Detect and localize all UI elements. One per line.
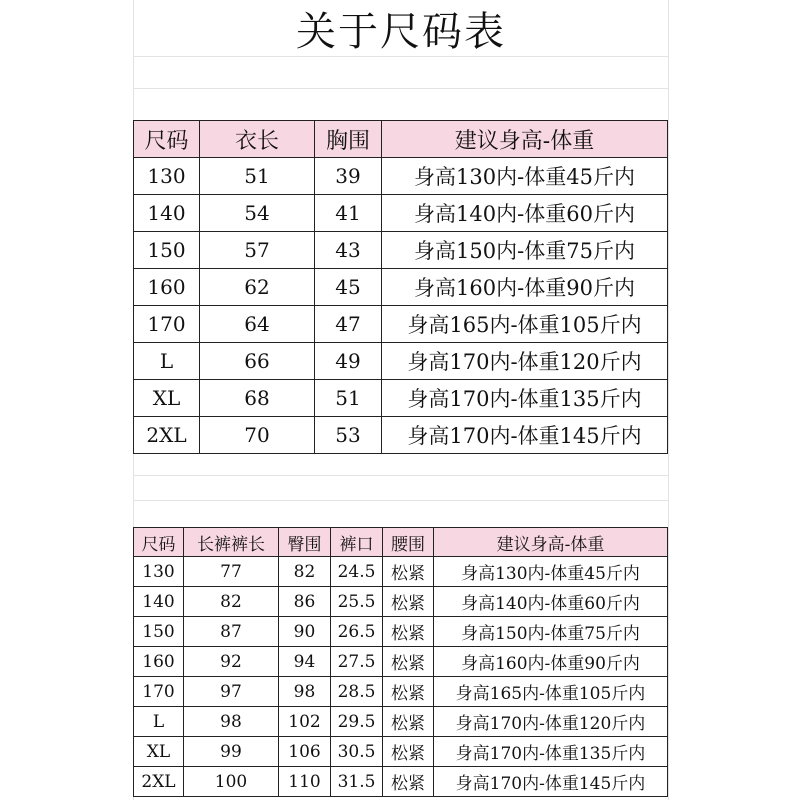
cell-pants-length: 99 <box>184 737 279 767</box>
cell-advice: 身高150内-体重75斤内 <box>382 232 668 269</box>
cell-pants-length: 82 <box>184 587 279 617</box>
cell-size: XL <box>134 737 184 767</box>
cell-waist: 松紧 <box>383 737 434 767</box>
cell-advice: 身高130内-体重45斤内 <box>382 158 668 195</box>
cell-waist: 松紧 <box>383 587 434 617</box>
cell-leg-opening: 27.5 <box>331 647 383 677</box>
table-row <box>134 587 668 617</box>
cell-length: 68 <box>200 380 315 417</box>
cell-size: 150 <box>134 617 184 647</box>
header-size: 尺码 <box>134 528 184 557</box>
cell-chest: 45 <box>315 269 382 306</box>
table-row <box>134 343 668 380</box>
cell-advice: 身高165内-体重105斤内 <box>434 677 668 707</box>
cell-chest: 53 <box>315 417 382 454</box>
cell-chest: 39 <box>315 158 382 195</box>
cell-hip: 82 <box>279 557 331 587</box>
cell-chest: 47 <box>315 306 382 343</box>
cell-size: 2XL <box>134 417 200 454</box>
cell-advice: 身高170内-体重120斤内 <box>382 343 668 380</box>
cell-chest: 41 <box>315 195 382 232</box>
cell-size: 150 <box>134 232 200 269</box>
cell-length: 70 <box>200 417 315 454</box>
gridline <box>133 88 669 89</box>
cell-length: 62 <box>200 269 315 306</box>
cell-hip: 90 <box>279 617 331 647</box>
table-header-row <box>134 528 668 557</box>
cell-waist: 松紧 <box>383 767 434 797</box>
table-row <box>134 380 668 417</box>
cell-size: 170 <box>134 677 184 707</box>
table-row <box>134 767 668 797</box>
cell-advice: 身高150内-体重75斤内 <box>434 617 668 647</box>
header-hip: 臀围 <box>279 528 331 557</box>
cell-size: 170 <box>134 306 200 343</box>
table-row <box>134 617 668 647</box>
table-header-row <box>134 121 668 158</box>
cell-length: 54 <box>200 195 315 232</box>
header-advice: 建议身高-体重 <box>434 528 668 557</box>
cell-advice: 身高170内-体重120斤内 <box>434 707 668 737</box>
bottom-size-table <box>133 527 668 797</box>
cell-pants-length: 92 <box>184 647 279 677</box>
cell-hip: 110 <box>279 767 331 797</box>
cell-length: 57 <box>200 232 315 269</box>
cell-waist: 松紧 <box>383 647 434 677</box>
page-title: 关于尺码表 <box>296 8 506 55</box>
cell-size: 130 <box>134 557 184 587</box>
cell-advice: 身高170内-体重145斤内 <box>434 767 668 797</box>
header-length: 衣长 <box>200 121 315 158</box>
header-size: 尺码 <box>134 121 200 158</box>
cell-advice: 身高130内-体重45斤内 <box>434 557 668 587</box>
cell-leg-opening: 24.5 <box>331 557 383 587</box>
cell-size: 160 <box>134 269 200 306</box>
cell-pants-length: 87 <box>184 617 279 647</box>
cell-size: L <box>134 707 184 737</box>
cell-length: 51 <box>200 158 315 195</box>
top-size-table <box>133 120 668 454</box>
cell-size: 160 <box>134 647 184 677</box>
cell-waist: 松紧 <box>383 707 434 737</box>
cell-advice: 身高140内-体重60斤内 <box>382 195 668 232</box>
cell-pants-length: 98 <box>184 707 279 737</box>
cell-leg-opening: 31.5 <box>331 767 383 797</box>
cell-chest: 43 <box>315 232 382 269</box>
table-row <box>134 737 668 767</box>
cell-size: 2XL <box>134 767 184 797</box>
cell-size: L <box>134 343 200 380</box>
table-row <box>134 158 668 195</box>
cell-waist: 松紧 <box>383 677 434 707</box>
cell-leg-opening: 28.5 <box>331 677 383 707</box>
cell-hip: 94 <box>279 647 331 677</box>
cell-advice: 身高170内-体重135斤内 <box>382 380 668 417</box>
table-row <box>134 647 668 677</box>
cell-length: 66 <box>200 343 315 380</box>
cell-waist: 松紧 <box>383 617 434 647</box>
cell-leg-opening: 30.5 <box>331 737 383 767</box>
cell-advice: 身高140内-体重60斤内 <box>434 587 668 617</box>
cell-leg-opening: 26.5 <box>331 617 383 647</box>
cell-pants-length: 97 <box>184 677 279 707</box>
header-leg-opening: 裤口 <box>331 528 383 557</box>
cell-hip: 98 <box>279 677 331 707</box>
cell-advice: 身高160内-体重90斤内 <box>382 269 668 306</box>
cell-size: 130 <box>134 158 200 195</box>
table-row <box>134 417 668 454</box>
header-chest: 胸围 <box>315 121 382 158</box>
cell-pants-length: 100 <box>184 767 279 797</box>
gridline <box>668 0 669 800</box>
cell-pants-length: 77 <box>184 557 279 587</box>
table-row <box>134 306 668 343</box>
header-pants-length: 长裤裤长 <box>184 528 279 557</box>
cell-size: 140 <box>134 587 184 617</box>
table-row <box>134 557 668 587</box>
cell-advice: 身高170内-体重145斤内 <box>382 417 668 454</box>
gridline <box>133 500 669 501</box>
cell-advice: 身高160内-体重90斤内 <box>434 647 668 677</box>
cell-size: XL <box>134 380 200 417</box>
cell-length: 64 <box>200 306 315 343</box>
cell-advice: 身高170内-体重135斤内 <box>434 737 668 767</box>
table-row <box>134 195 668 232</box>
cell-waist: 松紧 <box>383 557 434 587</box>
table-row <box>134 232 668 269</box>
cell-hip: 102 <box>279 707 331 737</box>
table-row <box>134 677 668 707</box>
cell-leg-opening: 29.5 <box>331 707 383 737</box>
header-waist: 腰围 <box>383 528 434 557</box>
table-row <box>134 707 668 737</box>
cell-hip: 106 <box>279 737 331 767</box>
gridline <box>133 475 669 476</box>
cell-hip: 86 <box>279 587 331 617</box>
cell-chest: 51 <box>315 380 382 417</box>
cell-advice: 身高165内-体重105斤内 <box>382 306 668 343</box>
cell-chest: 49 <box>315 343 382 380</box>
header-advice: 建议身高-体重 <box>382 121 668 158</box>
cell-leg-opening: 25.5 <box>331 587 383 617</box>
cell-size: 140 <box>134 195 200 232</box>
table-row <box>134 269 668 306</box>
